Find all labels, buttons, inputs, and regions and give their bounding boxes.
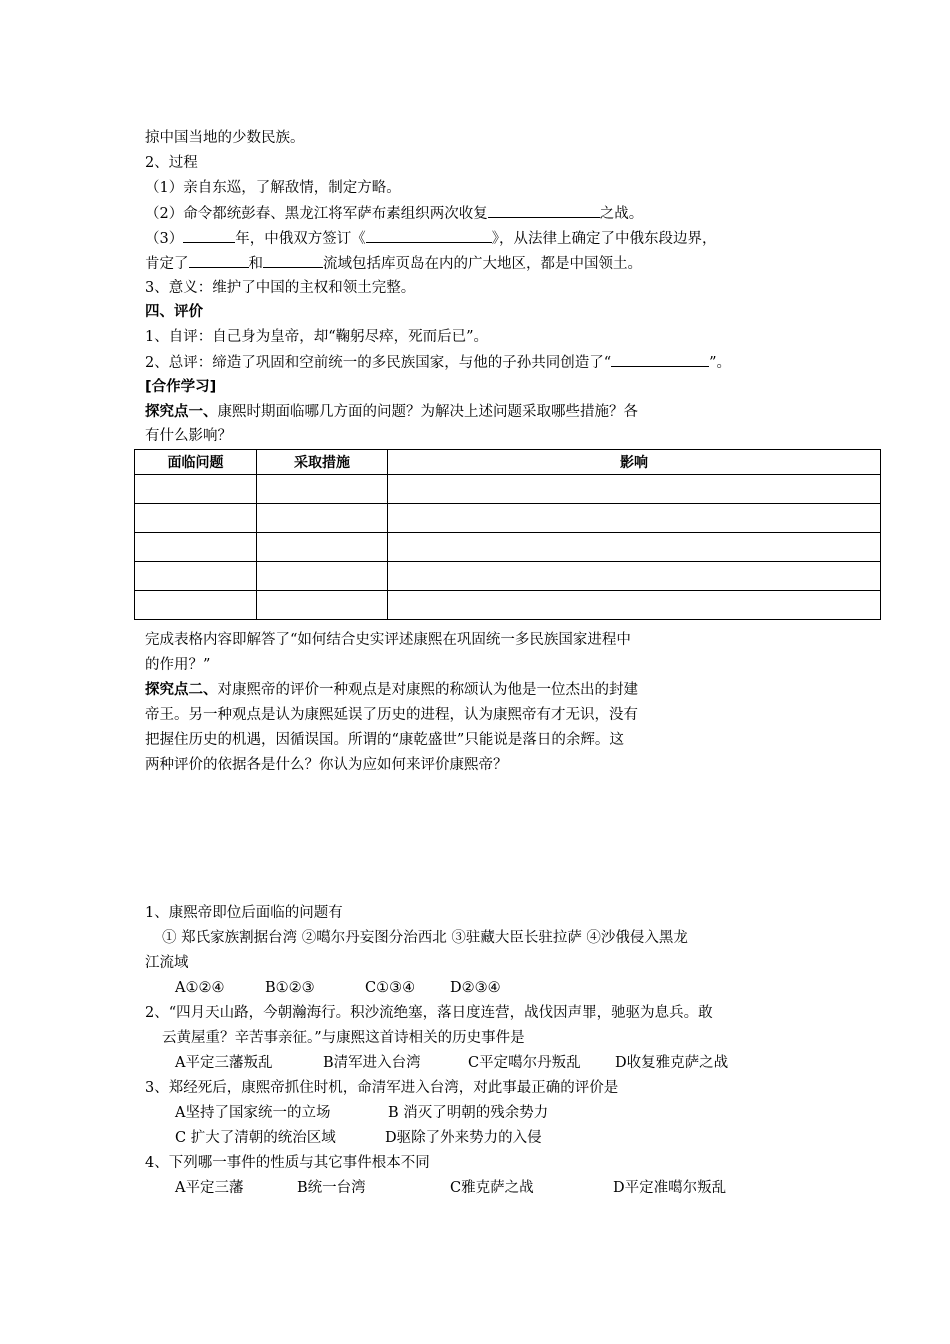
table-cell[interactable] bbox=[257, 504, 388, 533]
option[interactable]: B①②③ bbox=[265, 980, 315, 996]
text-line: （1）亲自东巡，了解敌情，制定方略。 bbox=[145, 180, 401, 196]
exercise-question: 3、郑经死后，康熙帝抓住时机，命清军进入台湾，对此事最正确的评价是 bbox=[145, 1080, 619, 1096]
table-cell[interactable] bbox=[388, 475, 881, 504]
table-cell[interactable] bbox=[135, 591, 257, 620]
text-line: 把握住历史的机遇，因循误国。所谓的“康乾盛世”只能说是落日的余辉。这 bbox=[145, 732, 624, 748]
option[interactable]: A平定三藩 bbox=[175, 1180, 244, 1196]
section-heading: 四、评价 bbox=[145, 304, 203, 320]
option[interactable]: B统一台湾 bbox=[297, 1180, 366, 1196]
fill-blank[interactable] bbox=[611, 352, 709, 367]
text-span: 之战。 bbox=[599, 206, 644, 222]
question-label: 探究点一、 bbox=[145, 404, 218, 420]
fill-blank[interactable] bbox=[189, 253, 249, 268]
option[interactable]: C雅克萨之战 bbox=[450, 1180, 534, 1196]
table-cell[interactable] bbox=[388, 504, 881, 533]
text-line bbox=[145, 203, 643, 224]
table-cell[interactable] bbox=[257, 562, 388, 591]
text-line: 完成表格内容即解答了“如何结合史实评述康熙在巩固统一多民族国家进程中 bbox=[145, 632, 631, 648]
table-row bbox=[135, 475, 881, 504]
text-span: （3） bbox=[145, 231, 184, 247]
exercise-question: 2、“四月天山路，今朝瀚海行。积沙流绝塞，落日度连营，战伐因声罪，驰驱为息兵。敢 bbox=[145, 1005, 713, 1021]
text-span: 》，从法律上确定了中俄东段边界， bbox=[491, 231, 717, 247]
text-line: 有什么影响？ bbox=[145, 428, 232, 444]
question-label: 探究点二、 bbox=[145, 682, 218, 698]
text-span: 肯定了 bbox=[145, 256, 189, 272]
table-cell[interactable] bbox=[135, 475, 257, 504]
table-cell[interactable] bbox=[257, 533, 388, 562]
text-line: 3、意义：维护了中国的主权和领土完整。 bbox=[145, 280, 416, 296]
table-row bbox=[135, 591, 881, 620]
option[interactable]: A平定三藩叛乱 bbox=[175, 1055, 273, 1071]
option[interactable]: B清军进入台湾 bbox=[323, 1055, 421, 1071]
text-span: ”。 bbox=[709, 355, 732, 371]
analysis-table bbox=[134, 449, 881, 620]
table-cell[interactable] bbox=[257, 591, 388, 620]
text-line bbox=[145, 680, 638, 700]
fill-blank[interactable] bbox=[183, 228, 235, 243]
text-line bbox=[145, 352, 731, 373]
text-line bbox=[145, 402, 638, 422]
exercise-items: ① 郑氏家族割据台湾 ②噶尔丹妄图分治西北 ③驻藏大臣长驻拉萨 ④沙俄侵入黑龙 bbox=[162, 930, 688, 946]
table-cell[interactable] bbox=[135, 504, 257, 533]
fill-blank[interactable] bbox=[488, 203, 600, 218]
text-span: 2、总评：缔造了巩固和空前统一的多民族国家，与他的子孙共同创造了“ bbox=[145, 355, 612, 371]
fill-blank[interactable] bbox=[263, 253, 323, 268]
table-row bbox=[135, 504, 881, 533]
option[interactable]: C①③④ bbox=[365, 980, 416, 996]
text-span: （2）命令都统彭春、黑龙江将军萨布素组织两次收复 bbox=[145, 206, 488, 222]
table-cell[interactable] bbox=[135, 562, 257, 591]
text-line: 1、自评：自己身为皇帝，却“鞠躬尽瘁，死而后已”。 bbox=[145, 329, 489, 345]
table-header-row bbox=[135, 450, 881, 475]
fill-blank[interactable] bbox=[366, 228, 492, 243]
text-line bbox=[145, 228, 716, 249]
exercise-items: 江流域 bbox=[145, 955, 189, 971]
option[interactable]: A①②④ bbox=[175, 980, 225, 996]
table-cell[interactable] bbox=[135, 533, 257, 562]
text-line: 两种评价的依据各是什么？你认为应如何来评价康熙帝？ bbox=[145, 757, 508, 773]
option[interactable]: B 消灭了明朝的残余势力 bbox=[388, 1105, 549, 1121]
option[interactable]: D②③④ bbox=[450, 980, 501, 996]
option[interactable]: D平定准噶尔叛乱 bbox=[613, 1180, 727, 1196]
text-span: 流域包括库页岛在内的广大地区，都是中国领土。 bbox=[323, 256, 642, 272]
option[interactable]: C 扩大了清朝的统治区域 bbox=[175, 1130, 336, 1146]
section-heading: [合作学习] bbox=[145, 379, 217, 395]
table-row bbox=[135, 562, 881, 591]
text-line: 的作用？” bbox=[145, 657, 211, 673]
table-header: 面临问题 bbox=[135, 450, 257, 475]
exercise-question: 云黄屋重？辛苦事亲征。”与康熙这首诗相关的历史事件是 bbox=[162, 1030, 525, 1046]
text-span: 康熙时期面临哪几方面的问题？为解决上述问题采取哪些措施？各 bbox=[217, 404, 638, 420]
table-header: 采取措施 bbox=[257, 450, 388, 475]
table-row bbox=[135, 533, 881, 562]
text-line: 2、过程 bbox=[145, 155, 198, 171]
table-cell[interactable] bbox=[257, 475, 388, 504]
table-cell[interactable] bbox=[388, 591, 881, 620]
text-span: 对康熙帝的评价一种观点是对康熙的称颂认为他是一位杰出的封建 bbox=[217, 682, 638, 698]
exercise-question: 4、下列哪一事件的性质与其它事件根本不同 bbox=[145, 1155, 430, 1171]
exercise-question: 1、康熙帝即位后面临的问题有 bbox=[145, 905, 343, 921]
table-header: 影响 bbox=[388, 450, 881, 475]
option[interactable]: C平定噶尔丹叛乱 bbox=[468, 1055, 581, 1071]
text-span: 和 bbox=[248, 256, 263, 272]
option[interactable]: D收复雅克萨之战 bbox=[615, 1055, 729, 1071]
table-cell[interactable] bbox=[388, 562, 881, 591]
text-span: 年，中俄双方签订《 bbox=[235, 231, 366, 247]
option[interactable]: A坚持了国家统一的立场 bbox=[175, 1105, 331, 1121]
text-line: 掠中国当地的少数民族。 bbox=[145, 130, 305, 146]
text-line: 帝王。另一种观点是认为康熙延误了历史的进程，认为康熙帝有才无识，没有 bbox=[145, 707, 638, 723]
text-line bbox=[145, 253, 642, 274]
option[interactable]: D驱除了外来势力的入侵 bbox=[385, 1130, 542, 1146]
table-cell[interactable] bbox=[388, 533, 881, 562]
